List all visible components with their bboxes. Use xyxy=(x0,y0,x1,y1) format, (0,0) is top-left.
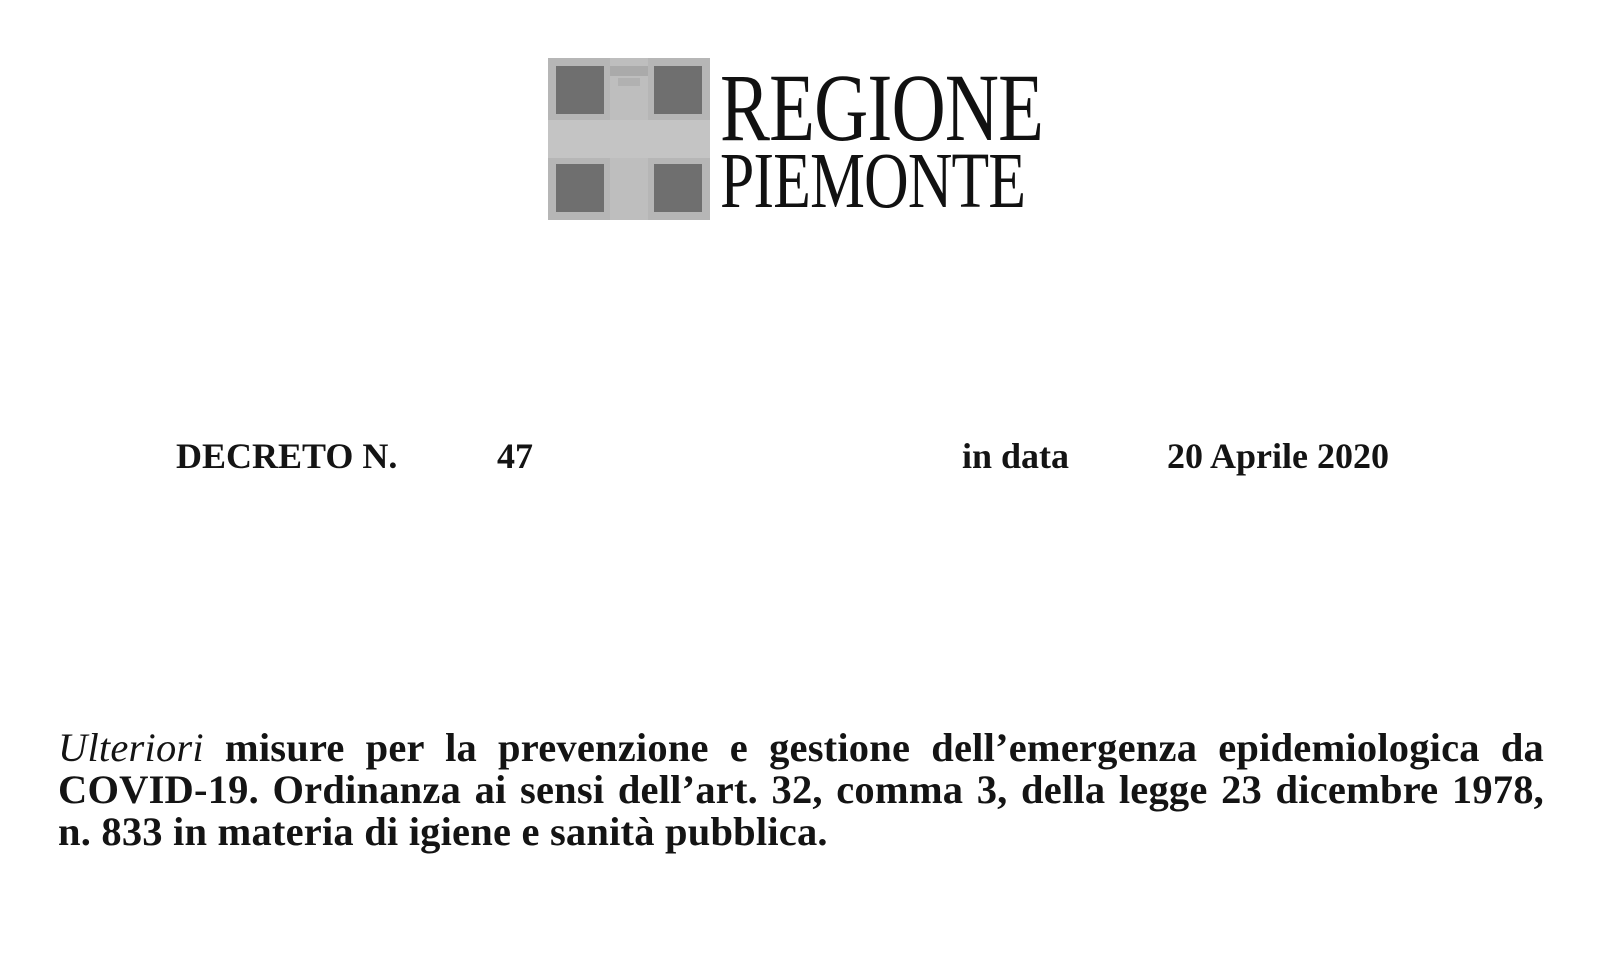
decree-number: 47 xyxy=(497,436,533,476)
logo-line-piemonte: PIEMONTE xyxy=(720,138,1026,225)
subject-first-word: Ulteriori xyxy=(58,725,204,770)
regione-piemonte-logo xyxy=(548,54,1068,225)
decree-date: 20 Aprile 2020 xyxy=(1167,436,1389,476)
date-label: in data xyxy=(962,436,1070,476)
decree-header-row xyxy=(0,436,1600,476)
decree-label: DECRETO N. xyxy=(176,436,398,476)
regione-piemonte-cross-emblem-icon xyxy=(548,58,710,220)
decree-subject xyxy=(58,727,1544,853)
subject-text: misure per la prevenzione e gestione dell’emergenza epidemiologica da COVID-19. Ordinanza ai sensi dell’art. 32, comma 3, della legge 23 dicembre 1978, n. 833 in materia di igiene e sanità pubblica. xyxy=(58,725,1544,854)
logo-line-regione: REGIONE xyxy=(720,54,1044,161)
logo-wordmark xyxy=(720,54,1044,225)
